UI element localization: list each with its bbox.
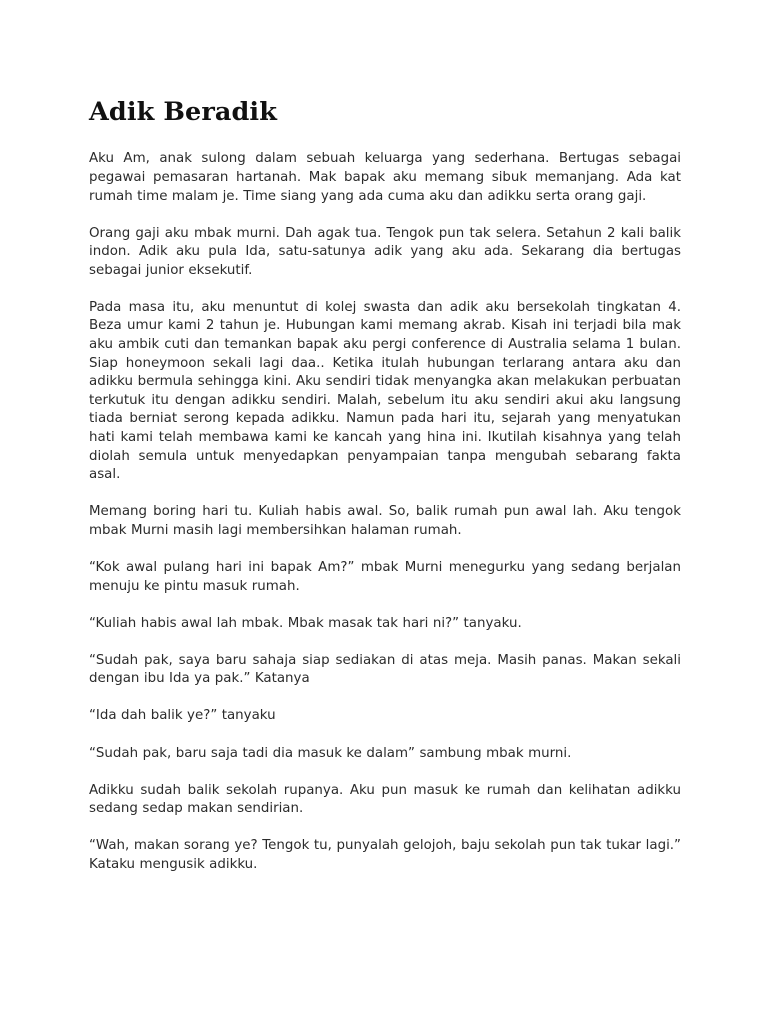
body-paragraph: Aku Am, anak sulong dalam sebuah keluarga yang sederhana. Bertugas sebagai pegawai pemasaran hartanah. Mak bapak aku memang sibuk memanjang. Ada kat rumah time malam je. Time siang yang ada cuma aku dan adikku serta orang gaji. [89,151,681,204]
body-paragraph: Memang boring hari tu. Kuliah habis awal. So, balik rumah pun awal lah. Aku tengok mbak Murni masih lagi membersihkan halaman rumah. [89,504,681,538]
body-paragraph: “Sudah pak, baru saja tadi dia masuk ke dalam” sambung mbak murni. [89,745,572,761]
body-paragraph: “Ida dah balik ye?” tanyaku [89,708,276,724]
body-paragraph: Adikku sudah balik sekolah rupanya. Aku pun masuk ke rumah dan kelihatan adikku sedang sedap makan sendirian. [89,782,681,817]
body-paragraph: “Sudah pak, saya baru sahaja siap sediakan di atas meja. Masih panas. Makan sekali dengan ibu Ida ya pak.” Katanya [89,652,681,687]
page-title: Adik Beradik [89,97,277,127]
body-paragraph: “Kok awal pulang hari ini bapak Am?” mbak Murni menegurku yang sedang berjalan menuju ke pintu masuk rumah. [89,560,681,594]
document-body [89,98,681,875]
body-paragraph: Pada masa itu, aku menuntut di kolej swasta dan adik aku bersekolah tingkatan 4. Beza umur kami 2 tahun je. Hubungan kami memang akrab. Kisah ini terjadi bila mak aku ambik cuti dan temankan bapak aku pergi conference di Australia selama 1 bulan. Siap honeymoon sekali lagi daa.. Ketika itulah hubungan terlarang antara aku dan adikku bermula sehingga kini. Aku sendiri tidak menyangka akan melakukan perbuatan terkutuk itu dengan adikku sendiri. Malah, sebelum itu aku sendiri akui aku langsung tiada berniat serong kepada adikku. Namun pada hari itu, sejarah yang menyatukan hati kami telah membawa kami ke kancah yang hina ini. Ikutilah kisahnya yang telah diolah semula untuk menyedapkan penyampaian tanpa mengubah sebarang fakta asal. [89,299,681,483]
paragraph-list [89,150,681,874]
body-paragraph: “Wah, makan sorang ye? Tengok tu, punyalah gelojoh, baju sekolah pun tak tukar lagi.” Kataku mengusik adikku. [89,838,681,872]
body-paragraph: Orang gaji aku mbak murni. Dah agak tua. Tengok pun tak selera. Setahun 2 kali balik indon. Adik aku pula Ida, satu-satunya adik yang aku ada. Sekarang dia bertugas sebagai junior eksekutif. [89,225,681,278]
body-paragraph: “Kuliah habis awal lah mbak. Mbak masak tak hari ni?” tanyaku. [89,615,522,631]
